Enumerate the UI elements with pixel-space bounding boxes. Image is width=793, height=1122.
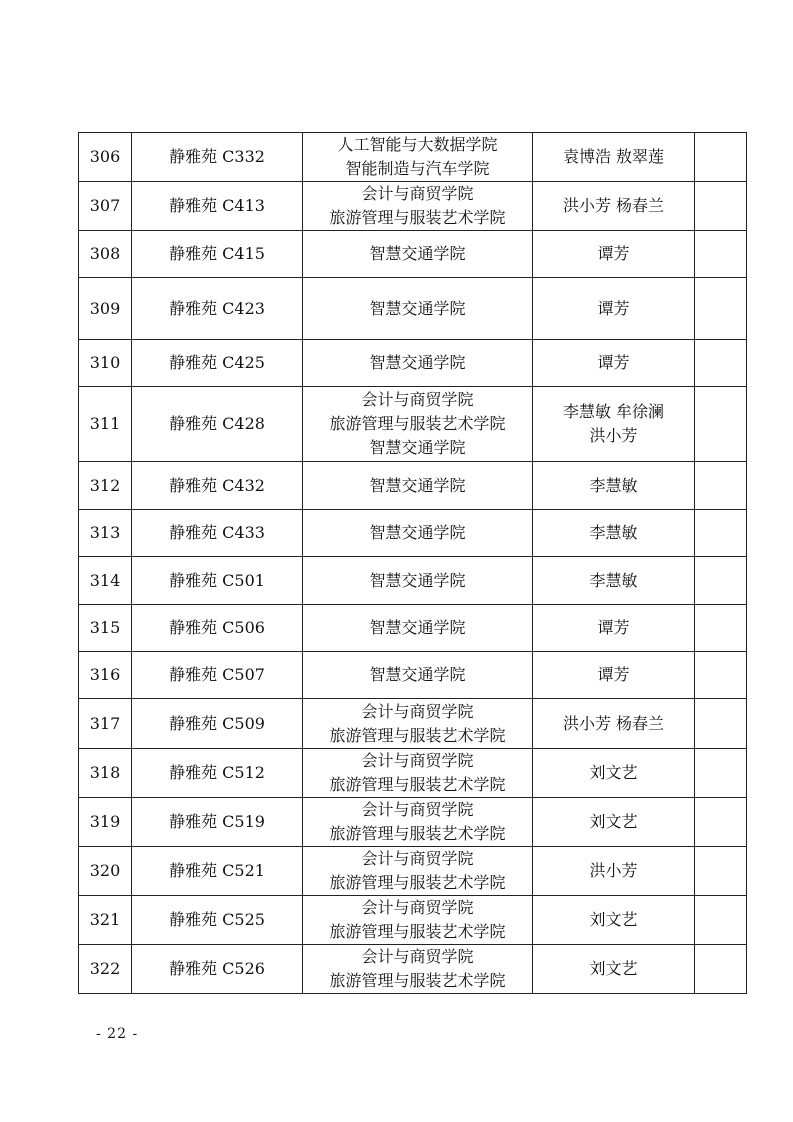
staff-cell (533, 847, 695, 896)
staff-cell-line: 刘文艺 (589, 812, 638, 831)
staff-cell-line: 刘文艺 (589, 763, 638, 782)
staff-cell (533, 652, 695, 699)
college-cell-line: 智慧交通学院 (369, 665, 466, 684)
college-cell (303, 182, 533, 231)
row-number: 321 (79, 896, 132, 945)
note-cell (695, 231, 747, 278)
note-cell (695, 847, 747, 896)
table-row (79, 847, 747, 896)
table-row (79, 605, 747, 652)
staff-cell-line: 洪小芳 杨春兰 (562, 713, 665, 733)
staff-cell (533, 798, 695, 847)
staff-cell (533, 605, 695, 652)
college-cell-line: 旅游管理与服装艺术学院 (329, 971, 506, 990)
college-cell (303, 462, 533, 510)
table-row (79, 510, 747, 557)
row-number: 307 (79, 182, 132, 231)
college-cell-line: 人工智能与大数据学院 (337, 135, 498, 154)
table-body (79, 133, 747, 994)
room-cell: 静雅苑 C501 (132, 557, 303, 605)
table-row (79, 278, 747, 340)
college-cell-line: 智慧交通学院 (369, 618, 466, 637)
staff-cell-line: 李慧敏 (589, 570, 638, 590)
table-row (79, 896, 747, 945)
room-cell: 静雅苑 C332 (132, 133, 303, 182)
note-cell (695, 749, 747, 798)
table-row (79, 462, 747, 510)
note-cell (695, 387, 747, 462)
room-cell: 静雅苑 C519 (132, 798, 303, 847)
table-row (79, 231, 747, 278)
staff-cell (533, 557, 695, 605)
college-cell-line: 旅游管理与服装艺术学院 (329, 873, 506, 892)
room-cell: 静雅苑 C507 (132, 652, 303, 699)
college-cell-line: 旅游管理与服装艺术学院 (329, 775, 506, 794)
room-cell: 静雅苑 C432 (132, 462, 303, 510)
staff-cell (533, 749, 695, 798)
row-number: 315 (79, 605, 132, 652)
note-cell (695, 699, 747, 749)
college-cell (303, 896, 533, 945)
staff-cell-line: 谭芳 (597, 244, 630, 263)
college-cell (303, 749, 533, 798)
staff-cell (533, 945, 695, 994)
college-cell-line: 旅游管理与服装艺术学院 (329, 824, 506, 843)
row-number: 319 (79, 798, 132, 847)
college-cell (303, 652, 533, 699)
note-cell (695, 945, 747, 994)
college-cell-line: 智慧交通学院 (369, 353, 466, 372)
college-cell-line: 会计与商贸学院 (361, 701, 474, 721)
staff-cell-line: 洪小芳 (589, 426, 638, 445)
staff-cell-line: 谭芳 (597, 298, 630, 318)
room-cell: 静雅苑 C526 (132, 945, 303, 994)
staff-cell (533, 133, 695, 182)
college-cell (303, 798, 533, 847)
note-cell (695, 278, 747, 340)
college-cell-line: 旅游管理与服装艺术学院 (329, 725, 506, 745)
college-cell-line: 会计与商贸学院 (361, 898, 474, 917)
room-cell: 静雅苑 C433 (132, 510, 303, 557)
row-number: 312 (79, 462, 132, 510)
staff-cell-line: 刘文艺 (589, 910, 638, 929)
staff-cell (533, 340, 695, 387)
college-cell (303, 699, 533, 749)
college-cell-line: 智慧交通学院 (369, 570, 466, 590)
college-cell-line: 会计与商贸学院 (361, 390, 474, 409)
college-cell (303, 605, 533, 652)
staff-cell (533, 278, 695, 340)
staff-cell-line: 洪小芳 杨春兰 (562, 196, 665, 215)
table-row (79, 699, 747, 749)
room-cell: 静雅苑 C428 (132, 387, 303, 462)
college-cell (303, 387, 533, 462)
college-cell-line: 智慧交通学院 (369, 438, 466, 457)
staff-cell (533, 896, 695, 945)
staff-cell-line: 李慧敏 (589, 475, 638, 495)
room-cell: 静雅苑 C425 (132, 340, 303, 387)
table-row (79, 945, 747, 994)
note-cell (695, 652, 747, 699)
room-cell: 静雅苑 C415 (132, 231, 303, 278)
college-cell-line: 智慧交通学院 (369, 244, 466, 263)
college-cell-line: 旅游管理与服装艺术学院 (329, 922, 506, 941)
row-number: 320 (79, 847, 132, 896)
row-number: 317 (79, 699, 132, 749)
row-number: 308 (79, 231, 132, 278)
college-cell (303, 557, 533, 605)
row-number: 311 (79, 387, 132, 462)
college-cell (303, 133, 533, 182)
staff-cell (533, 387, 695, 462)
staff-cell (533, 231, 695, 278)
row-number: 309 (79, 278, 132, 340)
college-cell-line: 会计与商贸学院 (361, 800, 474, 819)
note-cell (695, 896, 747, 945)
room-cell: 静雅苑 C521 (132, 847, 303, 896)
table-row (79, 182, 747, 231)
college-cell (303, 510, 533, 557)
note-cell (695, 557, 747, 605)
college-cell-line: 智慧交通学院 (369, 298, 466, 318)
table-row (79, 387, 747, 462)
note-cell (695, 510, 747, 557)
note-cell (695, 133, 747, 182)
college-cell-line: 旅游管理与服装艺术学院 (329, 414, 506, 433)
staff-cell-line: 李慧敏 (589, 523, 638, 542)
room-cell: 静雅苑 C413 (132, 182, 303, 231)
staff-cell-line: 洪小芳 (589, 861, 638, 880)
staff-cell (533, 462, 695, 510)
room-cell: 静雅苑 C525 (132, 896, 303, 945)
college-cell-line: 会计与商贸学院 (361, 751, 474, 770)
table-row (79, 557, 747, 605)
college-cell-line: 会计与商贸学院 (361, 849, 474, 868)
college-cell (303, 231, 533, 278)
staff-cell-line: 刘文艺 (589, 959, 638, 978)
room-cell: 静雅苑 C509 (132, 699, 303, 749)
staff-cell-line: 谭芳 (597, 665, 630, 684)
table-row (79, 133, 747, 182)
room-cell: 静雅苑 C506 (132, 605, 303, 652)
college-cell-line: 智慧交通学院 (369, 475, 466, 495)
note-cell (695, 462, 747, 510)
note-cell (695, 182, 747, 231)
row-number: 314 (79, 557, 132, 605)
dormitory-table (78, 132, 747, 994)
row-number: 316 (79, 652, 132, 699)
college-cell (303, 278, 533, 340)
room-cell: 静雅苑 C423 (132, 278, 303, 340)
table-row (79, 340, 747, 387)
note-cell (695, 605, 747, 652)
college-cell-line: 智能制造与汽车学院 (345, 159, 490, 178)
college-cell-line: 会计与商贸学院 (361, 184, 474, 203)
college-cell (303, 340, 533, 387)
row-number: 310 (79, 340, 132, 387)
staff-cell (533, 699, 695, 749)
row-number: 322 (79, 945, 132, 994)
staff-cell-line: 袁博浩 敖翠莲 (562, 147, 665, 166)
college-cell-line: 旅游管理与服装艺术学院 (329, 208, 506, 227)
staff-cell (533, 182, 695, 231)
college-cell-line: 会计与商贸学院 (361, 947, 474, 966)
note-cell (695, 798, 747, 847)
staff-cell-line: 李慧敏 牟徐澜 (562, 402, 665, 421)
row-number: 318 (79, 749, 132, 798)
table-row (79, 749, 747, 798)
table-row (79, 652, 747, 699)
note-cell (695, 340, 747, 387)
room-cell: 静雅苑 C512 (132, 749, 303, 798)
row-number: 306 (79, 133, 132, 182)
staff-cell-line: 谭芳 (597, 353, 630, 372)
college-cell (303, 847, 533, 896)
row-number: 313 (79, 510, 132, 557)
staff-cell-line: 谭芳 (597, 618, 630, 637)
college-cell (303, 945, 533, 994)
college-cell-line: 智慧交通学院 (369, 523, 466, 542)
staff-cell (533, 510, 695, 557)
page-number: - 22 - (96, 1026, 139, 1042)
table-row (79, 798, 747, 847)
